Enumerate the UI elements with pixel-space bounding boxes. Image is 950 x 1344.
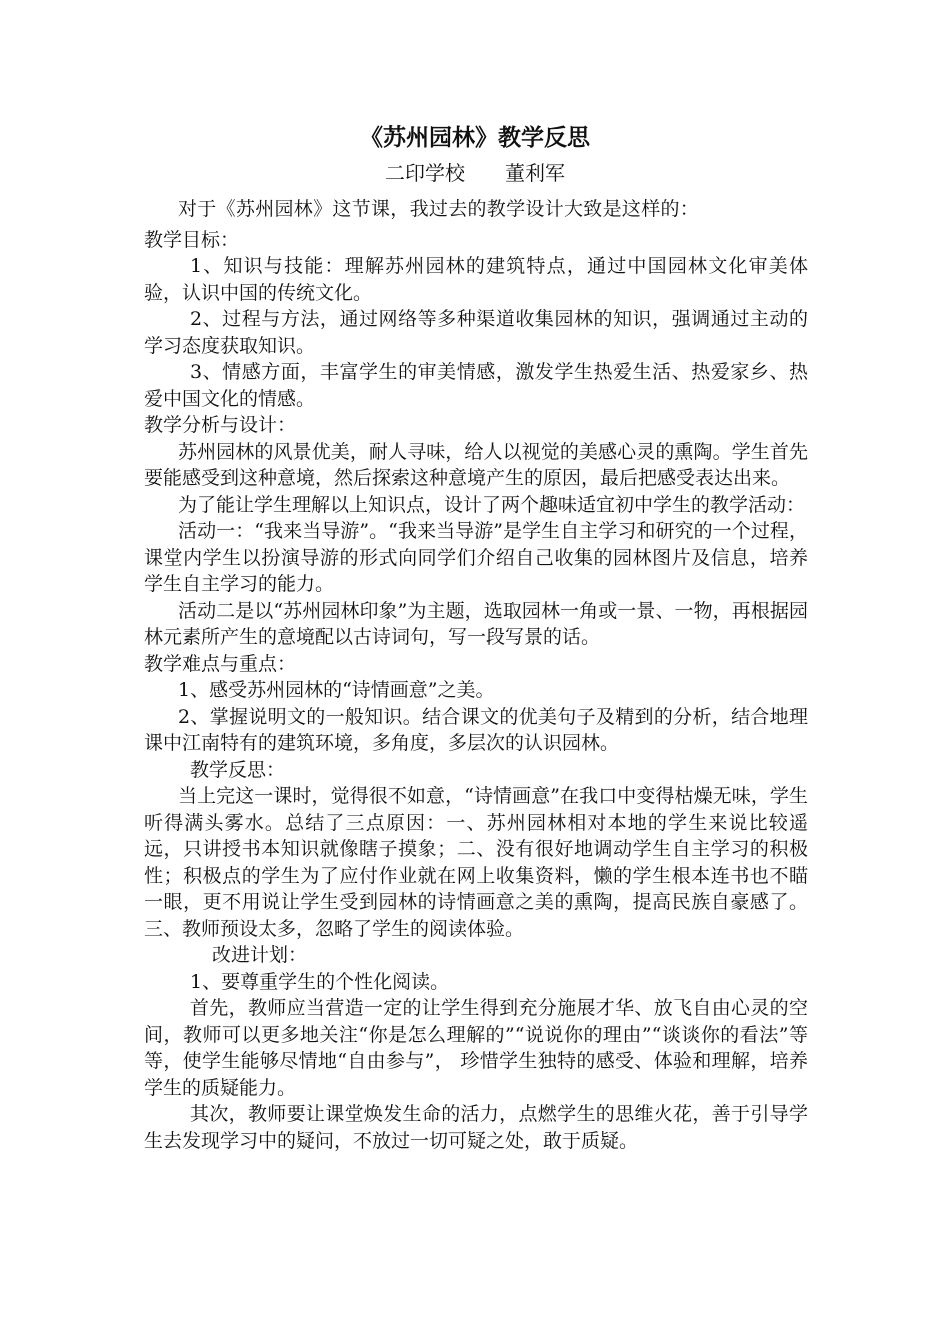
key-point-item: 1、感受苏州园林的“诗情画意”之美。 (178, 679, 495, 701)
author-line: 二印学校 董利军 (385, 161, 565, 185)
activity-paragraph: 活动二是以“苏州园林印象”为主题，选取园林一角或一景、一物，再根据园林元素所产生的意境配以古诗词句，写一段写景的话。 (144, 599, 808, 648)
plan-heading: 改进计划： (212, 944, 308, 966)
analysis-heading: 教学分析与设计： (144, 414, 297, 436)
key-point-item: 2、掌握说明文的一般知识。结合课文的优美句子及精到的分析，结合地理课中江南特有的建筑环境，多角度，多层次的认识园林。 (144, 705, 808, 754)
intro-paragraph: 对于《苏州园林》这节课，我过去的教学设计大致是这样的： (178, 198, 700, 220)
goals-heading: 教学目标： (144, 228, 240, 251)
goal-item: 2、过程与方法，通过网络等多种渠道收集园林的知识，强调通过主动的学习态度获取知识。 (144, 308, 808, 357)
goal-item: 1、知识与技能：理解苏州园林的建筑特点，通过中国园林文化审美体验，认识中国的传统文化。 (144, 255, 808, 304)
key-points-heading: 教学难点与重点： (144, 652, 297, 675)
document-body (144, 196, 808, 1154)
activity-paragraph: 活动一：“我来当导游”。“我来当导游”是学生自主学习和研究的一个过程，课堂内学生以扮演导游的形式向同学们介绍自己收集的园林图片及信息，培养学生自主学习的能力。 (144, 520, 808, 595)
reflection-paragraph: 当上完这一课时，觉得很不如意，“诗情画意”在我口中变得枯燥无味，学生听得满头雾水。总结了三点原因：一、苏州园林相对本地的学生来说比较遥远，只讲授书本知识就像瞎子摸象；二、没有很好地调动学生自主学习的积极性；积极点的学生为了应付作业就在网上收集资料，懒的学生根本连书也不瞄一眼，更不用说让学生受到园林的诗情画意之美的熏陶，提高民族自豪感了。三、教师预设太多，忽略了学生的阅读体验。 (144, 785, 808, 940)
plan-item: 1、要尊重学生的个性化阅读。 (190, 970, 450, 993)
analysis-paragraph: 为了能让学生理解以上知识点，设计了两个趣味适宜初中学生的教学活动： (178, 493, 806, 516)
goal-item: 3、情感方面，丰富学生的审美情感，激发学生热爱生活、热爱家乡、热爱中国文化的情感。 (144, 361, 808, 410)
plan-paragraph: 其次，教师要让课堂焕发生命的活力，点燃学生的思维火花，善于引导学生去发现学习中的疑问，不放过一切可疑之处，敢于质疑。 (144, 1103, 808, 1152)
analysis-paragraph: 苏州园林的风景优美，耐人寻味，给人以视觉的美感心灵的熏陶。学生首先要能感受到这种意境，然后探索这种意境产生的原因，最后把感受表达出来。 (144, 440, 808, 489)
reflection-heading: 教学反思： (190, 758, 286, 781)
plan-paragraph: 首先，教师应当营造一定的让学生得到充分施展才华、放飞自由心灵的空间，教师可以更多地关注“你是怎么理解的”“说说你的理由”“谈谈你的看法”等等，使学生能够尽情地“自由参与”， 珍惜学生独特的感受、体验和理解，培养学生的质疑能力。 (144, 997, 808, 1099)
document-title: 《苏州园林》教学反思 (360, 124, 590, 151)
